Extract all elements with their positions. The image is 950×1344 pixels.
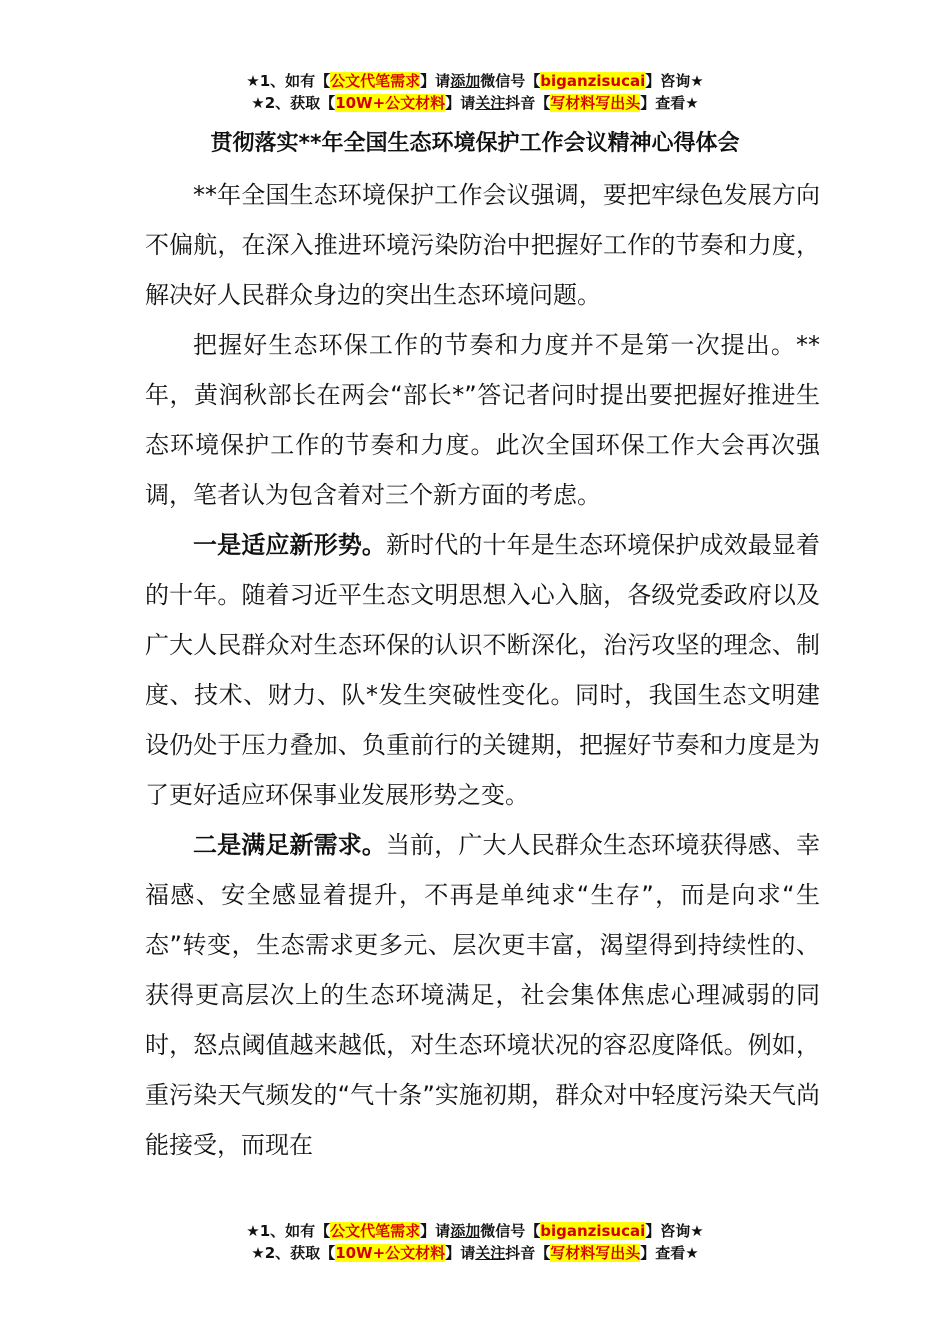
promo-highlight-materials: 10W+公文材料	[335, 1244, 446, 1262]
promo-line-1: ★1、如有【公文代笔需求】请添加微信号【biganzisucai】咨询★	[246, 72, 704, 90]
promo-line-2: ★2、获取【10W+公文材料】请关注抖音【写材料写出头】查看★	[251, 94, 699, 112]
paragraph-4: 二是满足新需求。当前，广大人民群众生态环境获得感、幸福感、安全感显着提升，不再是单纯求“生存”，而是向求“生态”转变，生态需求更多元、层次更丰富，渴望得到持续性的、获得更高层次上的生态环境满足，社会集体焦虑心理减弱的同时，怒点阈值越来越低，对生态环境状况的容忍度降低。例如，重污染天气频发的“气十条”实施初期，群众对中轻度污染天气尚能接受，而现在	[145, 831, 821, 1159]
promo-highlight-wechat: biganzisucai	[540, 72, 646, 90]
star-icon: ★	[251, 1244, 265, 1262]
promo-line-2: ★2、获取【10W+公文材料】请关注抖音【写材料写出头】查看★	[251, 1244, 699, 1262]
promo-highlight-douyin: 写材料写出头	[550, 94, 641, 112]
paragraph-1: **年全国生态环境保护工作会议强调，要把牢绿色发展方向不偏航，在深入推进环境污染防治中把握好工作的节奏和力度，解决好人民群众身边的突出生态环境问题。	[145, 181, 820, 309]
promo-highlight-materials: 10W+公文材料	[335, 94, 446, 112]
paragraph-heading: 二是满足新需求。	[193, 831, 386, 859]
paragraph-heading: 一是适应新形势。	[193, 531, 386, 559]
promo-banner-bottom	[0, 1220, 950, 1264]
promo-banner-top	[0, 70, 950, 114]
document-title: 贯彻落实**年全国生态环境保护工作会议精神心得体会	[210, 131, 740, 156]
document-body	[145, 170, 820, 1170]
promo-highlight-douyin: 写材料写出头	[550, 1244, 641, 1262]
star-icon: ★	[246, 1222, 260, 1240]
paragraph-2: 把握好生态环保工作的节奏和力度并不是第一次提出。**年，黄润秋部长在两会“部长*”答记者问时提出要把握好推进生态环境保护工作的节奏和力度。此次全国环保工作大会再次强调，笔者认为包含着对三个新方面的考虑。	[145, 331, 820, 509]
promo-line-1: ★1、如有【公文代笔需求】请添加微信号【biganzisucai】咨询★	[246, 1222, 704, 1240]
promo-highlight-service: 公文代笔需求	[330, 1222, 421, 1240]
star-icon: ★	[246, 72, 260, 90]
paragraph-3: 一是适应新形势。新时代的十年是生态环境保护成效最显着的十年。随着习近平生态文明思想入心入脑，各级党委政府以及广大人民群众对生态环保的认识不断深化，治污攻坚的理念、制度、技术、财力、队*发生突破性变化。同时，我国生态文明建设仍处于压力叠加、负重前行的关键期，把握好节奏和力度是为了更好适应环保事业发展形势之变。	[145, 531, 821, 809]
promo-highlight-wechat: biganzisucai	[540, 1222, 646, 1240]
star-icon: ★	[251, 94, 265, 112]
promo-highlight-service: 公文代笔需求	[330, 72, 421, 90]
